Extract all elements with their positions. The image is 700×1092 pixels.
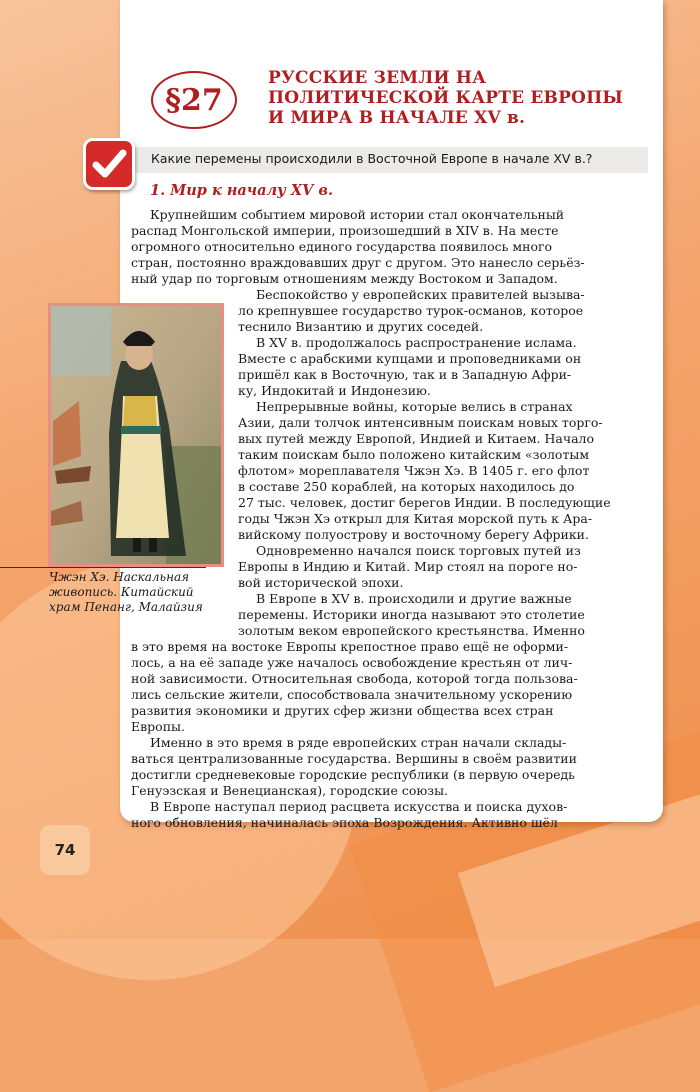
title-line: РУССКИЕ ЗЕМЛИ НА [268,68,487,88]
caption-line: живопись. Китайский [49,585,194,599]
text-line: перемены. Историки иногда называют это столетие [238,607,585,622]
text-line: теснило Византию и других соседей. [238,319,484,334]
text-line: годы Чжэн Хэ открыл для Китая морской путь к Ара- [238,511,593,526]
text-line: Европы в Индию и Китай. Мир стоял на пороге но- [238,559,578,574]
paragraph-number: §27 [151,71,237,129]
text-line: ку, Индокитай и Индонезию. [238,383,431,398]
text-line: 27 тыс. человек, достиг берегов Индии. В последующие [238,495,611,510]
text-line: лось, а на её западе уже началось освобождение крестьян от лич- [131,655,573,670]
title-line: И МИРА В НАЧАЛЕ XV в. [268,108,526,128]
text-line: Именно в это время в ряде европейских стран начали склады- [150,735,567,750]
text-line: достигли средневековые городские республики (в первую очередь [131,767,575,782]
section-title: 1. Мир к началу XV в. [150,182,334,199]
text-line: ваться централизованные государства. Вершины в своём развитии [131,751,577,766]
caption-line: Чжэн Хэ. Наскальная [49,570,190,584]
key-question: Какие перемены происходили в Восточной Европе в начале XV в.? [151,151,593,166]
text-line: Одновременно начался поиск торговых путей из [256,543,581,558]
title-line: ПОЛИТИЧЕСКОЙ КАРТЕ ЕВРОПЫ [268,88,623,108]
text-line: В Европе в XV в. происходили и другие важные [256,591,572,606]
text-line: Генуэзская и Венецианская), городские союзы. [131,783,449,798]
text-line: Европы. [131,719,185,734]
text-line: ной зависимости. Относительная свобода, которой тогда пользова- [131,671,578,686]
text-line: В XV в. продолжалось распространение ислама. [256,335,577,350]
text-line: Беспокойство у европейских правителей вызыва- [256,287,585,302]
text-line: таким поискам было положено китайским «золотым [238,447,590,462]
text-line: распад Монгольской империи, произошедший в XIV в. На месте [131,223,559,238]
text-line: золотым веком европейского крестьянства. Именно [238,623,585,638]
text-line: в это время на востоке Европы крепостное право ещё не оформи- [131,639,569,654]
text-line: стран, постоянно враждовавших друг с другом. Это нанесло серьёз- [131,255,585,270]
text-line: вийскому полуострову и восточному берегу Африки. [238,527,589,542]
chapter-title [268,68,648,128]
text-line: Крупнейшим событием мировой истории стал окончательный [150,207,565,222]
text-line: лись сельские жители, способствовала значительному ускорению [131,687,573,702]
caption-line: храм Пенанг, Малайзия [49,600,203,614]
text-line: флотом» мореплавателя Чжэн Хэ. В 1405 г. его флот [238,463,590,478]
text-line: ный удар по торговым отношениям между Востоком и Западом. [131,271,558,286]
text-line: вой исторической эпохи. [238,575,404,590]
page-number: 74 [40,825,90,875]
text-line: пришёл как в Восточную, так и в Западную Афри- [238,367,572,382]
text-line: ло крепнувшее государство турок-османов, которое [238,303,584,318]
checkmark-icon [83,138,135,190]
caption-divider [0,567,206,568]
text-line: Азии, дали толчок интенсивным поискам новых торго- [238,415,603,430]
text-line: Непрерывные войны, которые велись в странах [256,399,573,414]
text-line: ного обновления, начиналась эпоха Возрождения. Активно шёл [131,815,558,830]
text-line: развития экономики и других сфер жизни общества всех стран [131,703,554,718]
text-line: вых путей между Европой, Индией и Китаем. Начало [238,431,595,446]
text-line: Вместе с арабскими купцами и проповедниками он [238,351,582,366]
text-line: огромного относительно единого государства появилось много [131,239,553,254]
text-line: в составе 250 кораблей, на которых находилось до [238,479,575,494]
text-line: В Европе наступал период расцвета искусства и поиска духов- [150,799,568,814]
illustration-zheng-he [48,303,224,567]
